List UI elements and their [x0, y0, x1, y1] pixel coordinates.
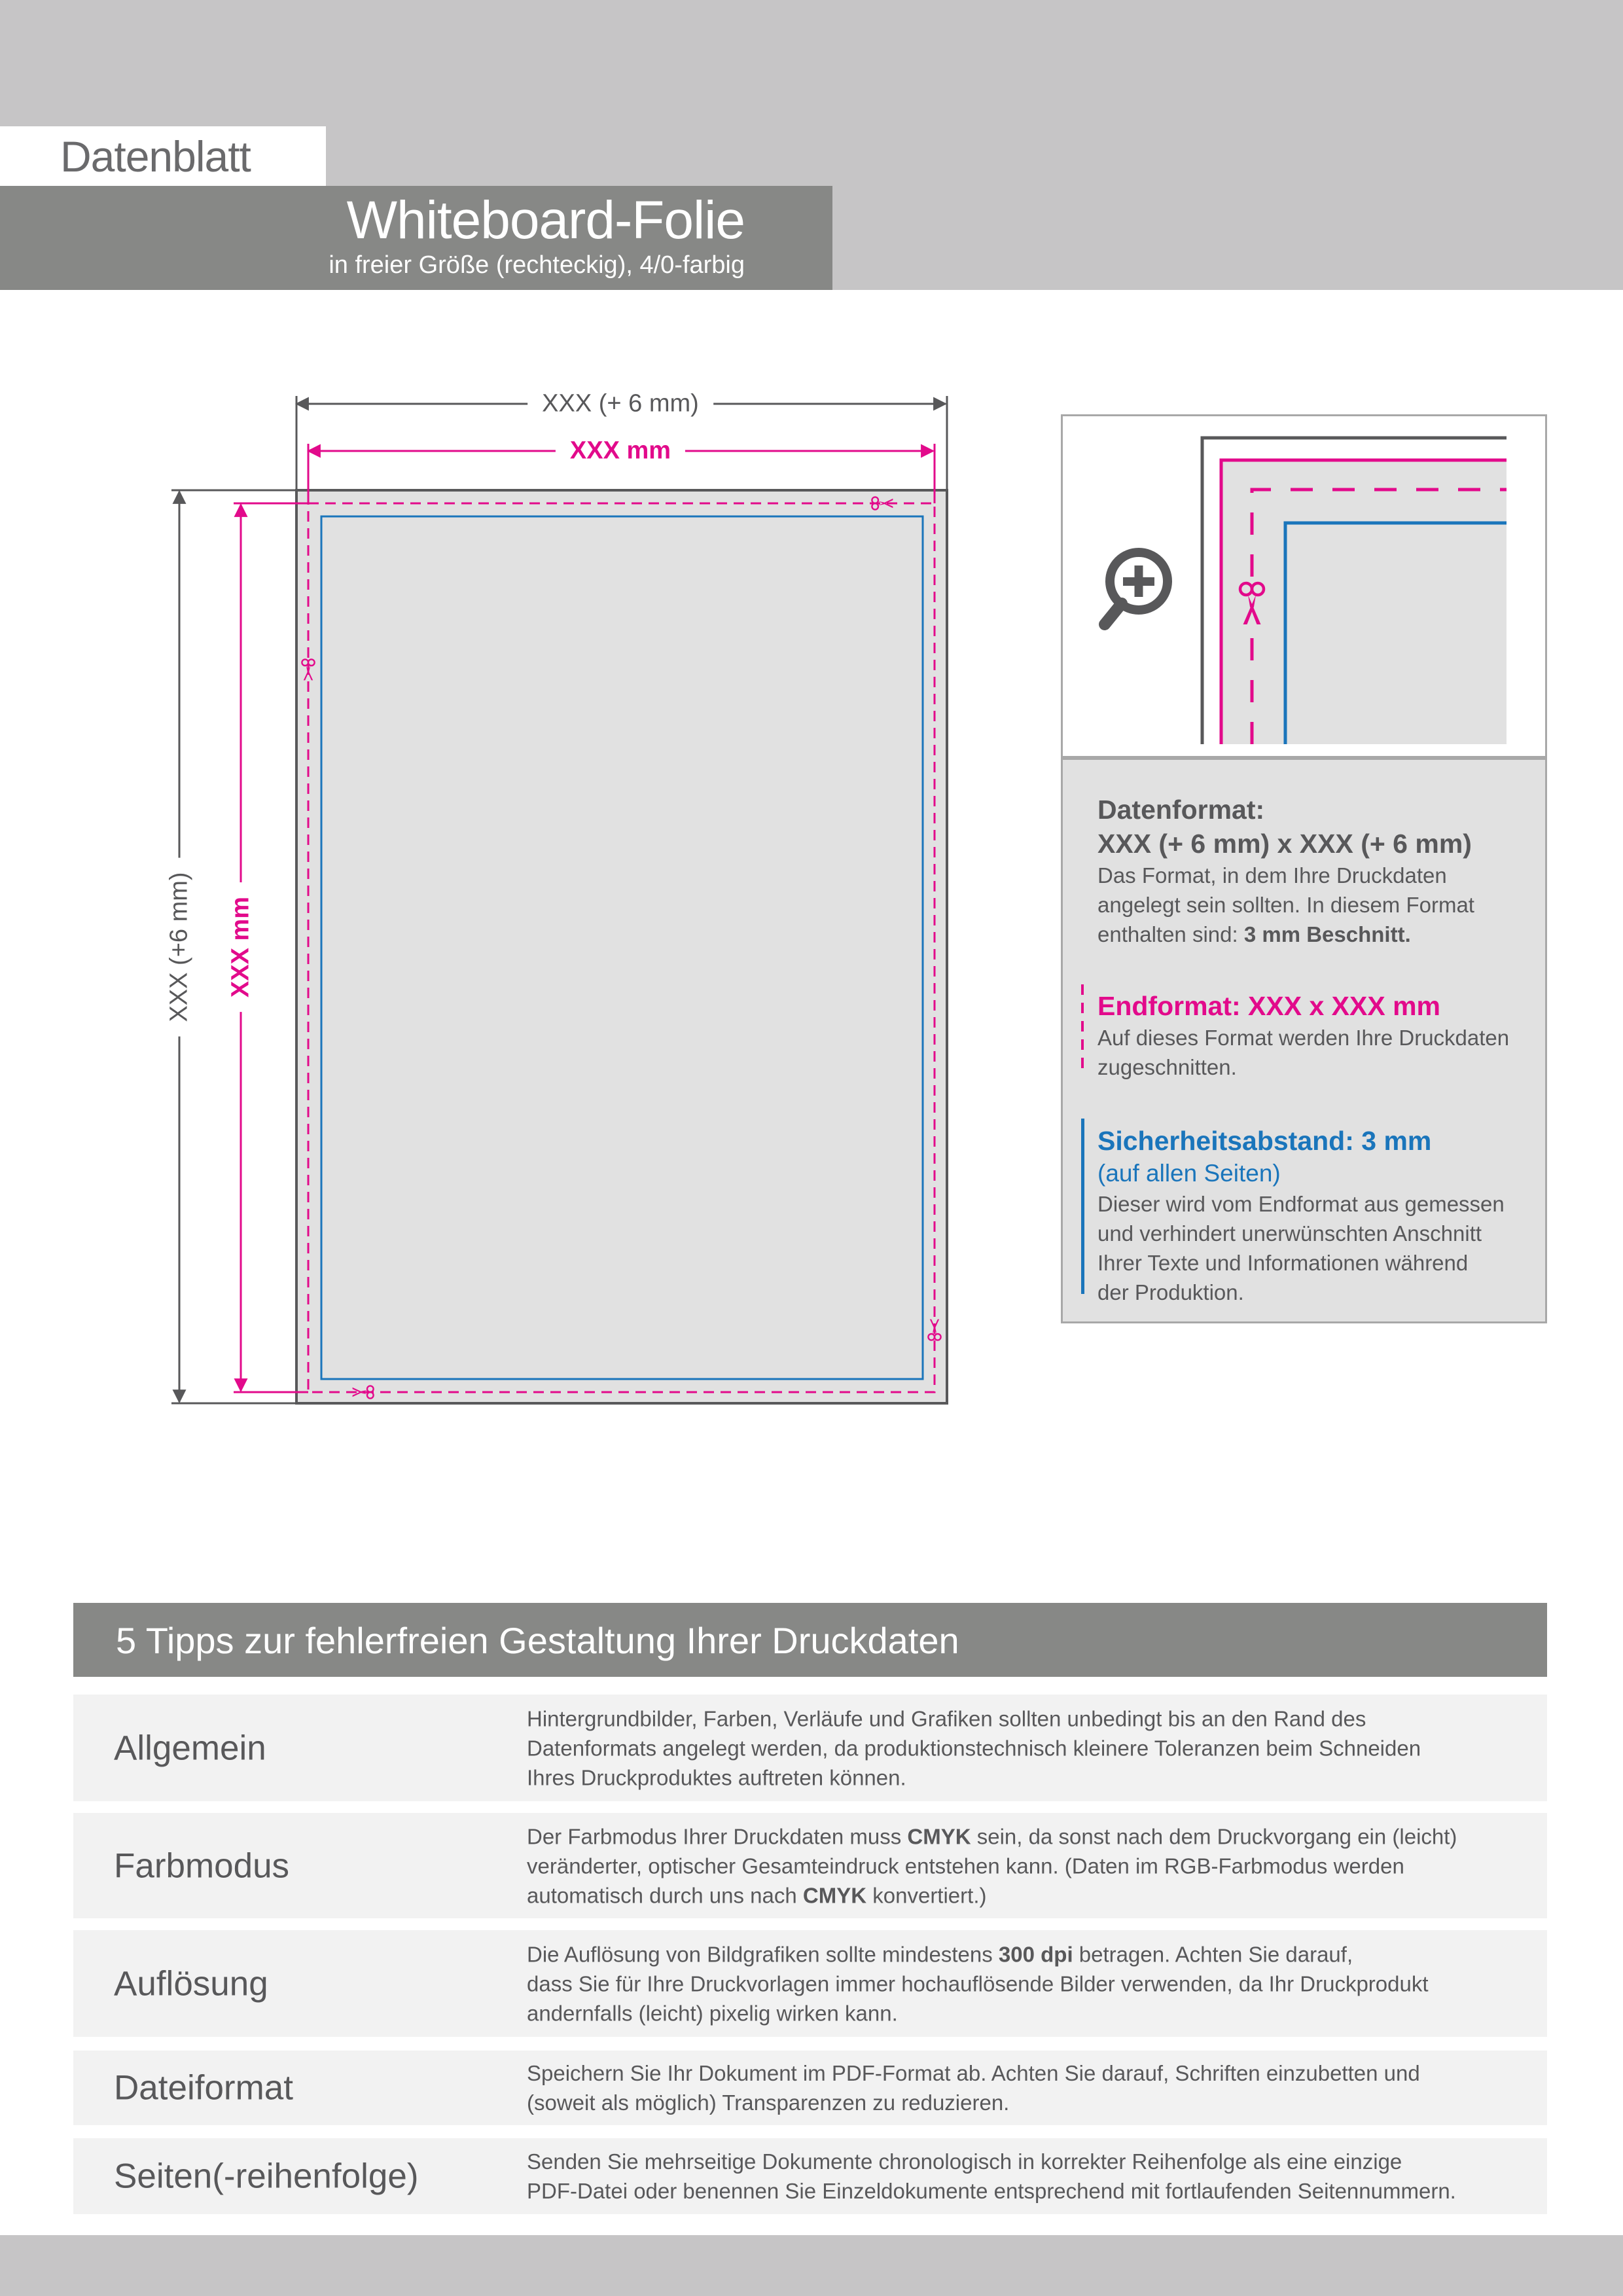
tip-text-segment: PDF-Datei oder benennen Sie Einzeldokumente entsprechend mit fortlaufenden Seitennummern.	[527, 2179, 1456, 2203]
data-format-body-line	[1097, 920, 1543, 949]
scissors-icon	[353, 1386, 374, 1398]
data-format-block	[1097, 793, 1543, 949]
data-format-heading: Datenformat:	[1097, 795, 1265, 825]
bleed-note: 3 mm Beschnitt.	[1243, 922, 1411, 946]
final-format-body-line: zugeschnitten.	[1097, 1055, 1237, 1079]
height-with-bleed-label: XXX (+6 mm)	[166, 857, 194, 1036]
bleed-area	[296, 490, 947, 1403]
safety-margin-marker	[1081, 1119, 1084, 1294]
tip-label: Allgemein	[114, 1729, 266, 1767]
data-format-value: XXX (+ 6 mm) x XXX (+ 6 mm)	[1097, 829, 1472, 859]
tip-text-line	[527, 2176, 1527, 2206]
tip-row	[73, 1695, 1547, 1801]
tip-text	[527, 1939, 1527, 2028]
corner-detail-svg	[1063, 416, 1545, 758]
tip-label: Seiten(-reihenfolge)	[114, 2157, 419, 2196]
tip-text-segment: konvertiert.)	[866, 1883, 987, 1907]
tip-text-line	[527, 1763, 1527, 1792]
tip-text-segment: andernfalls (leicht) pixelig wirken kann.	[527, 2001, 898, 2025]
data-format-body-line: Das Format, in dem Ihre Druckdaten	[1097, 863, 1447, 888]
width-final-label: XXX mm	[556, 437, 685, 465]
data-format-body-line: angelegt sein sollten. In diesem Format	[1097, 893, 1474, 917]
tip-text-line	[527, 1821, 1527, 1851]
scissors-icon	[928, 1319, 940, 1340]
scissors-icon	[302, 659, 314, 680]
tip-row	[73, 2138, 1547, 2214]
tip-row	[73, 2051, 1547, 2125]
safety-margin-body-line: Dieser wird vom Endformat aus gemessen	[1097, 1192, 1505, 1216]
tip-text	[527, 2058, 1527, 2117]
tip-text	[527, 1704, 1527, 1792]
tip-text	[527, 1821, 1527, 1910]
safety-margin-body-line: der Produktion.	[1097, 1280, 1244, 1304]
final-format-block	[1097, 989, 1543, 1082]
tip-text-segment: Speichern Sie Ihr Dokument im PDF-Format ab. Achten Sie darauf, Schriften einzubetten und	[527, 2061, 1420, 2085]
final-format-body-line: Auf dieses Format werden Ihre Druckdaten	[1097, 1026, 1510, 1050]
height-final-label: XXX mm	[227, 882, 255, 1012]
title-bar	[0, 186, 832, 290]
doc-type-box	[0, 126, 326, 186]
footer-band	[0, 2235, 1623, 2296]
tip-text-line	[527, 2058, 1527, 2088]
tip-text-emphasis: 300 dpi	[998, 1942, 1073, 1966]
tip-text-segment: veränderter, optischer Gesamteindruck entstehen kann. (Daten im RGB-Farbmodus werden	[527, 1854, 1404, 1878]
tip-text	[527, 2147, 1527, 2206]
cut-line	[308, 503, 935, 1392]
safety-margin-body-line: und verhindert unerwünschten Anschnitt	[1097, 1221, 1482, 1246]
info-panel	[1061, 414, 1547, 1321]
safety-margin-body-line: Ihrer Texte und Informationen während	[1097, 1251, 1469, 1275]
tip-text-line	[527, 1704, 1527, 1733]
safety-margin-block	[1097, 1124, 1543, 1307]
tip-text-emphasis: CMYK	[802, 1883, 867, 1907]
tip-text-segment: Hintergrundbilder, Farben, Verläufe und Grafiken sollten unbedingt bis an den Rand des	[527, 1706, 1366, 1731]
tip-text-segment: Senden Sie mehrseitige Dokumente chronologisch in korrekter Reihenfolge als eine einzige	[527, 2149, 1402, 2174]
tips-title: 5 Tipps zur fehlerfreien Gestaltung Ihrer Druckdaten	[116, 1620, 959, 1661]
scissors-icon	[1240, 577, 1264, 634]
page-subtitle: in freier Größe (rechteckig), 4/0-farbig	[329, 251, 745, 279]
width-with-bleed-label: XXX (+ 6 mm)	[527, 390, 713, 418]
safety-margin	[321, 516, 923, 1379]
tip-text-line	[527, 1851, 1527, 1880]
data-format-body-text: enthalten sind:	[1097, 922, 1244, 946]
corner-detail	[1061, 414, 1547, 758]
doc-type-label: Datenblatt	[60, 132, 251, 181]
final-format-heading: Endformat: XXX x XXX mm	[1097, 991, 1441, 1021]
tip-label: Farbmodus	[114, 1846, 290, 1885]
tip-text-segment: betragen. Achten Sie darauf,	[1073, 1942, 1353, 1966]
tip-label: Auflösung	[114, 1964, 268, 2003]
tip-text-line	[527, 2088, 1527, 2117]
tip-text-segment: sein, da sonst nach dem Druckvorgang ein (leicht)	[971, 1824, 1457, 1848]
corner-bleed-fill	[1221, 460, 1507, 744]
tip-text-line	[527, 1939, 1527, 1969]
tip-text-emphasis: CMYK	[907, 1824, 971, 1848]
tip-text-line	[527, 1998, 1527, 2028]
tip-text-segment: Datenformats angelegt werden, da produktionstechnisch kleinere Toleranzen beim Schneiden	[527, 1736, 1421, 1760]
tip-row	[73, 1930, 1547, 2037]
zoom-in-icon	[1105, 552, 1168, 624]
scissors-icon	[872, 497, 893, 509]
tip-text-segment: dass Sie für Ihre Druckvorlagen immer hochauflösende Bilder verwenden, da Ihr Druckprodukt	[527, 1971, 1429, 1996]
tip-text-segment: Der Farbmodus Ihrer Druckdaten muss	[527, 1824, 908, 1848]
tip-text-line	[527, 1880, 1527, 1910]
tip-row	[73, 1813, 1547, 1918]
info-text-area	[1061, 756, 1547, 1323]
tip-text-line	[527, 1969, 1527, 1998]
tip-text-segment: Ihres Druckproduktes auftreten können.	[527, 1765, 906, 1789]
safety-margin-subheading: (auf allen Seiten)	[1097, 1160, 1281, 1187]
tip-text-line	[527, 2147, 1527, 2176]
page-title: Whiteboard-Folie	[346, 190, 745, 250]
tip-label: Dateiformat	[114, 2068, 293, 2108]
tip-text-segment: Die Auflösung von Bildgrafiken sollte mindestens	[527, 1942, 999, 1966]
tip-text-line	[527, 1733, 1527, 1763]
tips-header	[73, 1603, 1547, 1677]
tip-text-segment: (soweit als möglich) Transparenzen zu reduzieren.	[527, 2090, 1010, 2115]
final-format-marker	[1081, 984, 1084, 1071]
tip-text-segment: automatisch durch uns nach	[527, 1883, 803, 1907]
safety-margin-heading: Sicherheitsabstand: 3 mm	[1097, 1126, 1432, 1156]
